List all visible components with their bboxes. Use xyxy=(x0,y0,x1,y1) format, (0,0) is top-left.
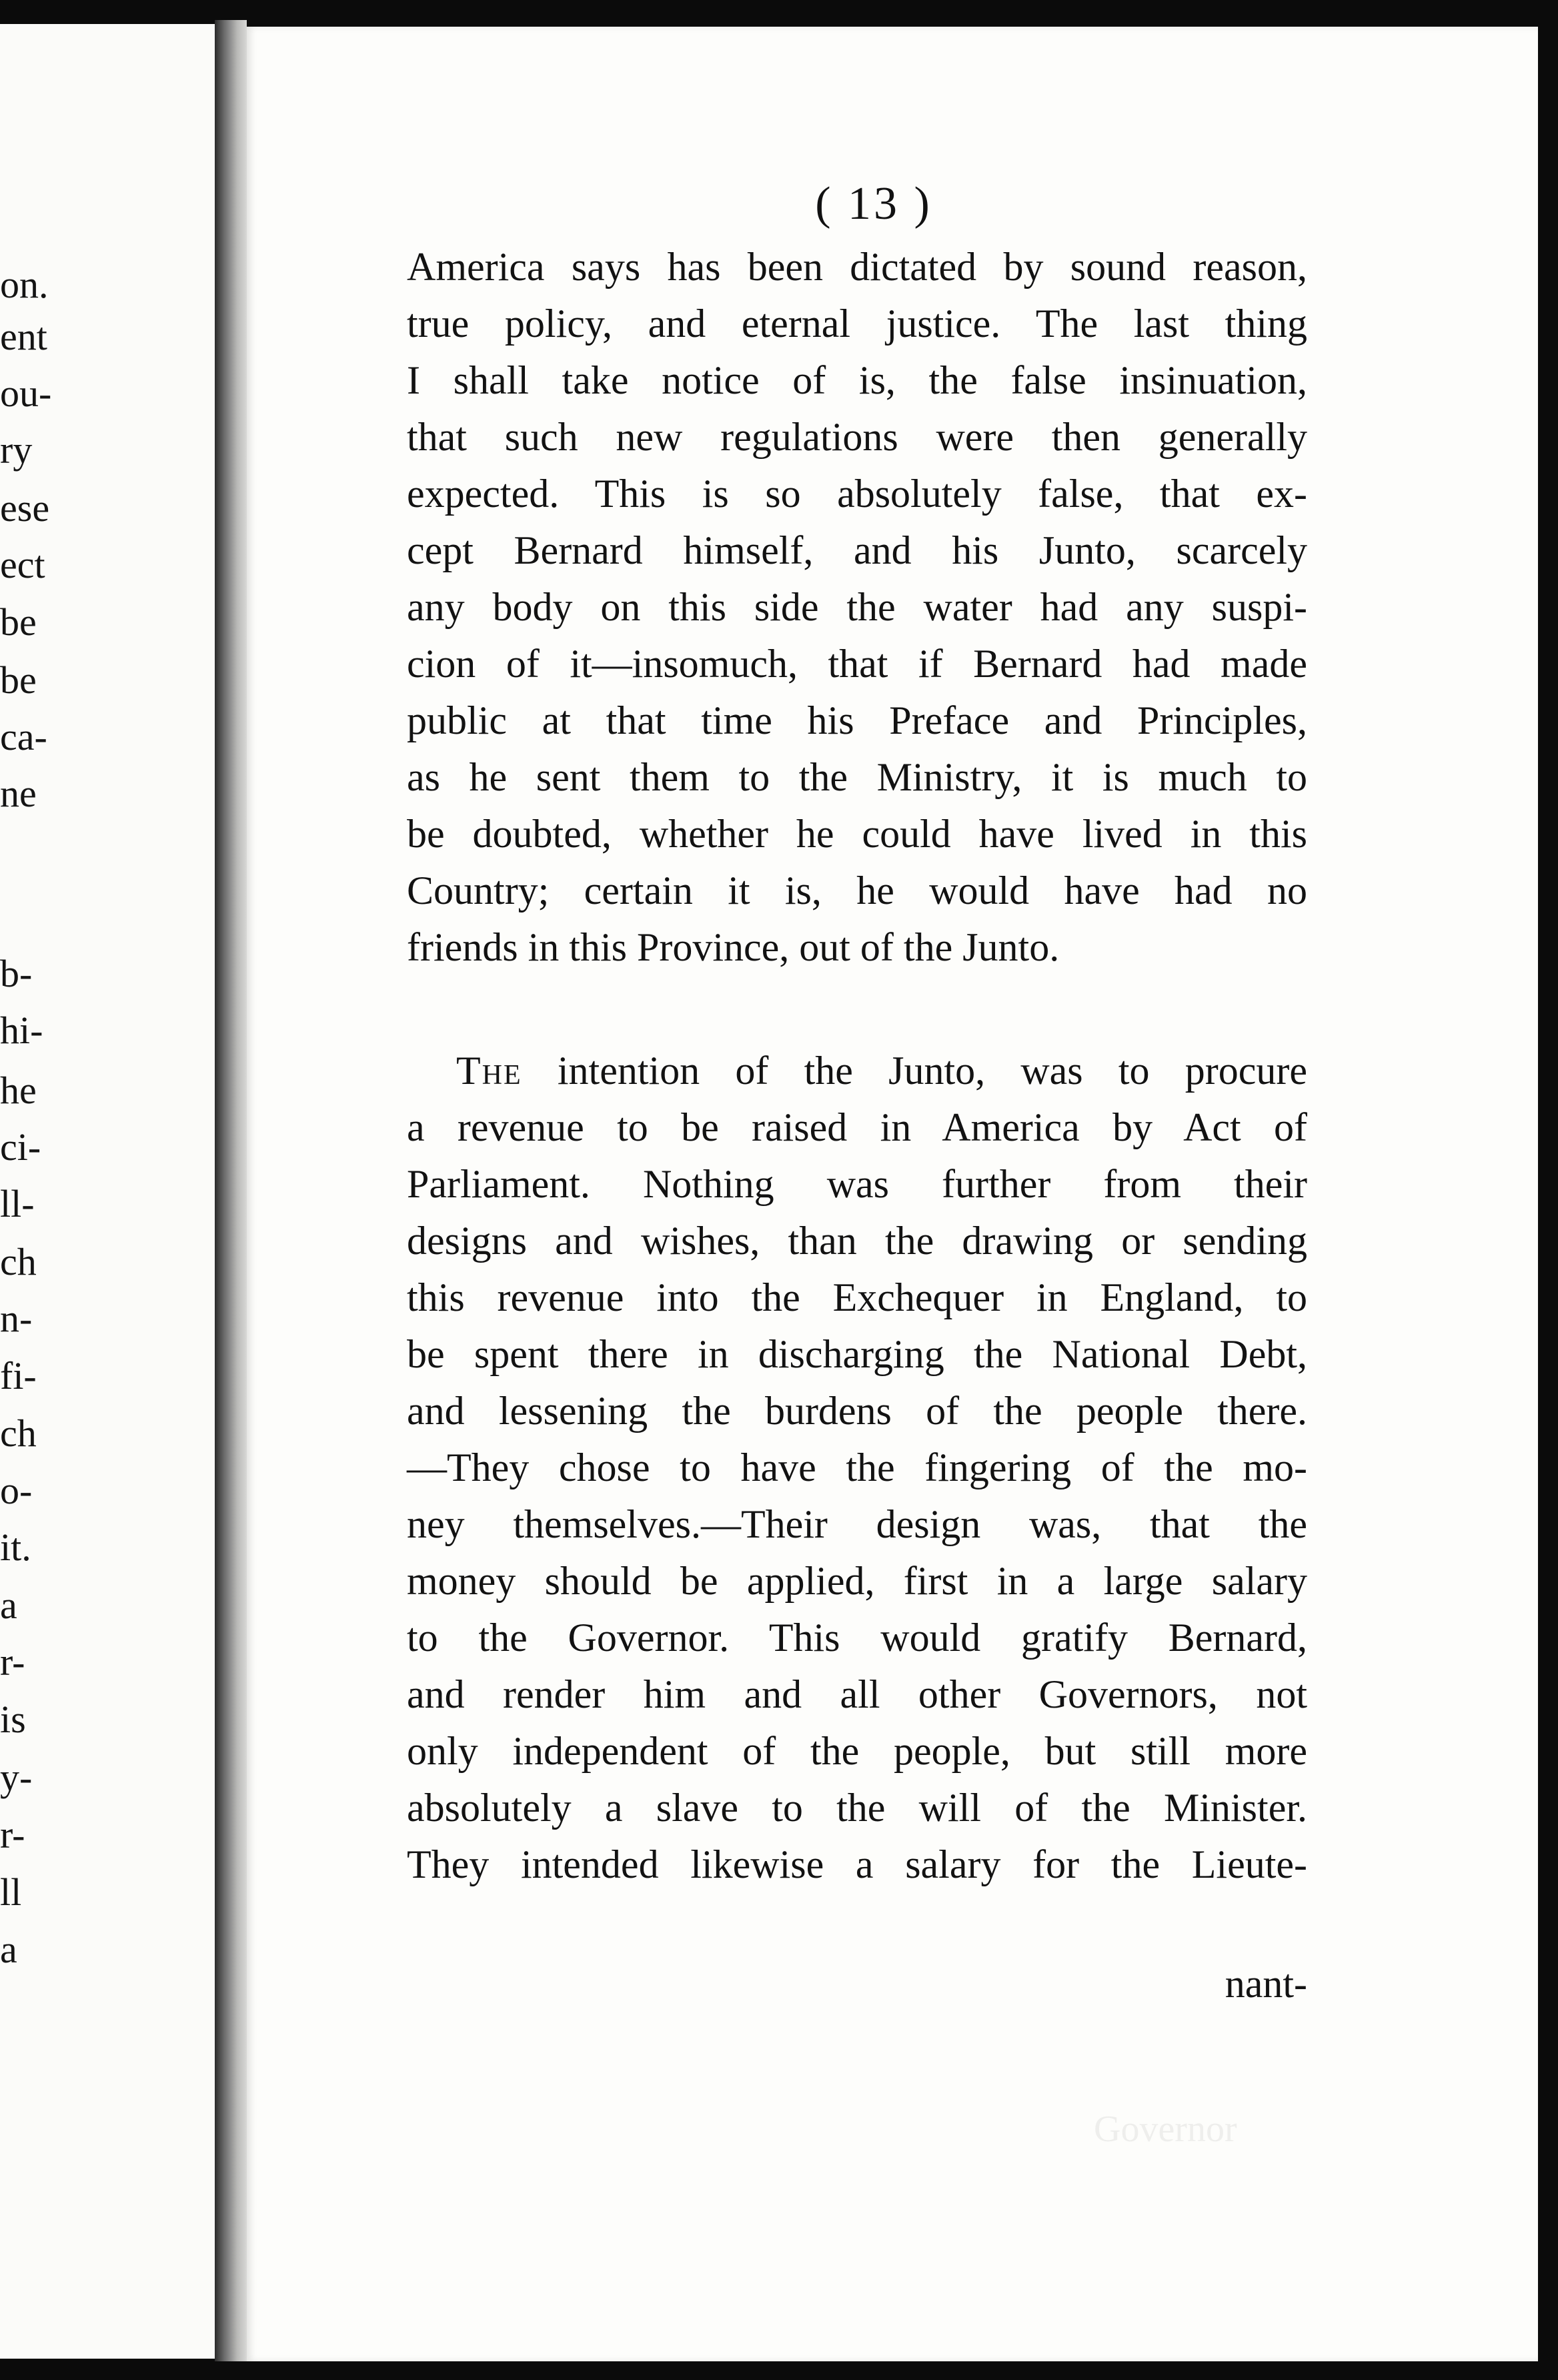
adjacent-page-line: r- xyxy=(0,1813,25,1856)
adjacent-page-line: ry xyxy=(0,428,33,472)
catchword: nant- xyxy=(1225,1962,1307,2006)
adjacent-page-line: ou- xyxy=(0,372,52,415)
text-line: America says has been dictated by sound reason, xyxy=(407,245,1307,289)
adjacent-page-line: is xyxy=(0,1698,26,1741)
adjacent-page-line: ca- xyxy=(0,715,47,758)
adjacent-page-line: be xyxy=(0,600,37,644)
text-line: true policy, and eternal justice. The last thing xyxy=(407,302,1307,346)
text-line: Parliament. Nothing was further from their xyxy=(407,1162,1307,1206)
adjacent-page-line: it. xyxy=(0,1526,31,1569)
adjacent-page-line: o- xyxy=(0,1469,33,1512)
adjacent-page-line: b- xyxy=(0,952,33,995)
bleed-through-text: Governor xyxy=(1094,2109,1237,2150)
adjacent-page-line: be xyxy=(0,658,37,702)
adjacent-page-line: ci- xyxy=(0,1125,41,1169)
adjacent-page-line: a xyxy=(0,1584,17,1627)
adjacent-page-line: ect xyxy=(0,543,45,586)
adjacent-page-fragment xyxy=(0,24,215,2359)
adjacent-page-line: hi- xyxy=(0,1009,43,1052)
adjacent-page-line: ent xyxy=(0,315,47,358)
adjacent-page-line: ll xyxy=(0,1870,22,1914)
book-gutter xyxy=(215,20,247,2361)
text-line: be doubted, whether he could have lived in this xyxy=(407,812,1307,856)
adjacent-page-line: r- xyxy=(0,1640,25,1684)
adjacent-page-line: a xyxy=(0,1928,17,1971)
text-line: ney themselves.—Their design was, that the xyxy=(407,1502,1307,1546)
adjacent-page-line: on. xyxy=(0,263,49,306)
text-line: expected. This is so absolutely false, that ex- xyxy=(407,472,1307,516)
text-line xyxy=(407,1051,1307,1091)
text-line: any body on this side the water had any suspi- xyxy=(407,585,1307,629)
text-line: that such new regulations were then generally xyxy=(407,415,1307,459)
text-line: friends in this Province, out of the Junto. xyxy=(407,925,1060,969)
adjacent-page-line: he xyxy=(0,1069,37,1112)
lead-word: The xyxy=(456,1049,522,1093)
text-line: only independent of the people, but still more xyxy=(407,1729,1307,1773)
adjacent-page-line: fi- xyxy=(0,1354,37,1397)
adjacent-page-line: ese xyxy=(0,486,50,530)
text-line: and render him and all other Governors, not xyxy=(407,1672,1307,1716)
text-line: public at that time his Preface and Principles, xyxy=(407,698,1307,742)
text-line: a revenue to be raised in America by Act of xyxy=(407,1105,1307,1149)
text-line: They intended likewise a salary for the Lieute- xyxy=(407,1842,1307,1886)
line-rest: intention of the Junto, was to procure xyxy=(522,1049,1307,1093)
adjacent-page-line: y- xyxy=(0,1756,33,1799)
text-line: cion of it—insomuch, that if Bernard had made xyxy=(407,642,1307,686)
adjacent-page-line: ll- xyxy=(0,1182,35,1225)
text-line: this revenue into the Exchequer in England, to xyxy=(407,1275,1307,1319)
text-line: I shall take notice of is, the false insinuation, xyxy=(407,358,1307,402)
text-line: to the Governor. This would gratify Bernard, xyxy=(407,1616,1307,1660)
text-line: and lessening the burdens of the people there. xyxy=(407,1389,1307,1433)
text-line: as he sent them to the Ministry, it is much to xyxy=(407,755,1307,799)
text-line: Country; certain it is, he would have had no xyxy=(407,868,1307,913)
text-line: cept Bernard himself, and his Junto, scarcely xyxy=(407,528,1307,572)
adjacent-page-line: n- xyxy=(0,1297,33,1340)
page-number: ( 13 ) xyxy=(815,178,932,229)
text-line: money should be applied, first in a large salary xyxy=(407,1559,1307,1603)
text-line: —They chose to have the fingering of the mo- xyxy=(407,1445,1307,1490)
book-page xyxy=(247,27,1538,2361)
adjacent-page-line: ch xyxy=(0,1240,37,1283)
text-line: absolutely a slave to the will of the Minister. xyxy=(407,1786,1307,1830)
text-line: designs and wishes, than the drawing or sending xyxy=(407,1219,1307,1263)
adjacent-page-line: ch xyxy=(0,1411,37,1455)
adjacent-page-line: ne xyxy=(0,772,37,815)
text-line: be spent there in discharging the National Debt, xyxy=(407,1332,1307,1376)
